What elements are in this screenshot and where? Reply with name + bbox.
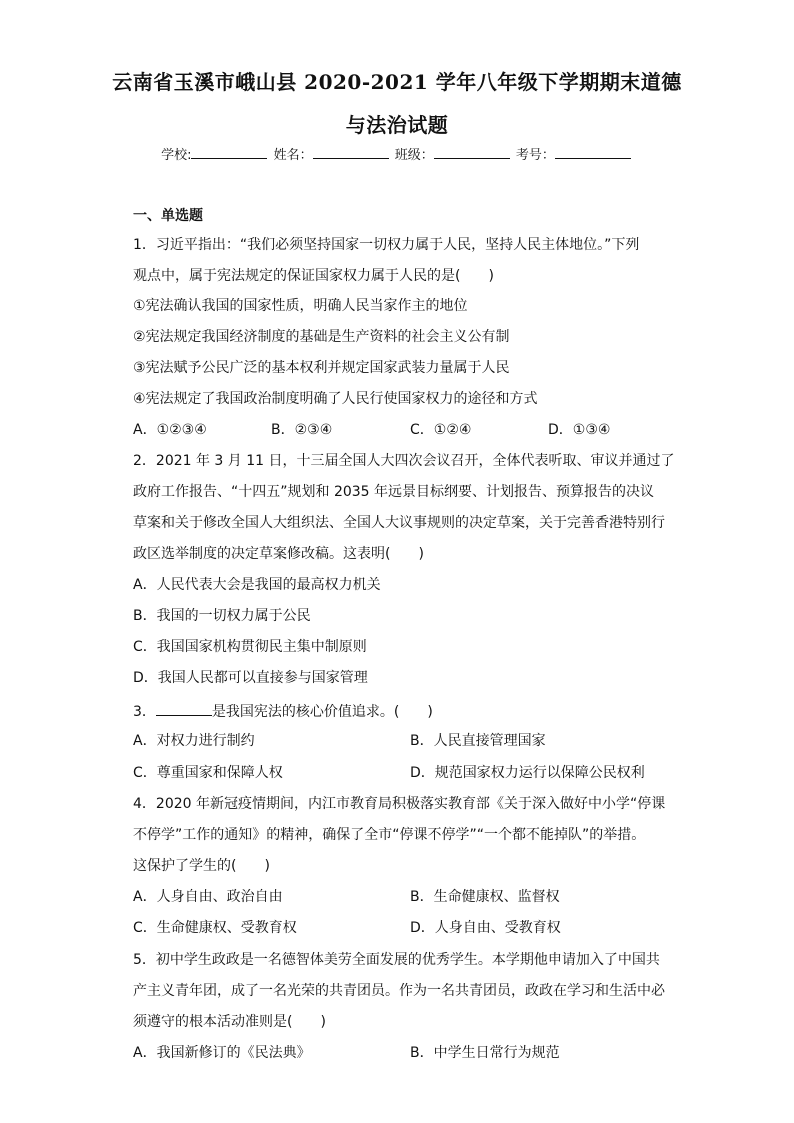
q3-option-a[interactable]: A．对权力进行制约 <box>133 733 255 749</box>
q1-option-a[interactable]: A．①②③④ <box>133 422 207 438</box>
q5-stem-line-3: 须遵守的根本活动准则是( ) <box>133 1014 326 1030</box>
q1-stem-line-2: 观点中，属于宪法规定的保证国家权力属于人民的是( ) <box>133 268 494 284</box>
q2-option-a[interactable]: A．人民代表大会是我国的最高权力机关 <box>133 577 381 593</box>
q5-option-a[interactable]: A．我国新修订的《民法典》 <box>133 1045 311 1061</box>
school-label: 学校: <box>161 148 192 163</box>
q4-option-b[interactable]: B．生命健康权、监督权 <box>410 889 560 905</box>
q2-stem-line-2: 政府工作报告、“十四五”规划和 2035 年远景目标纲要、计划报告、预算报告的决议 <box>133 484 655 500</box>
class-label: 班级： <box>394 148 434 163</box>
q1-option-d[interactable]: D．①③④ <box>548 422 611 438</box>
q3-option-b[interactable]: B．人民直接管理国家 <box>410 733 546 749</box>
q2-stem-line-1: 2．2021 年 3 月 11 日，十三届全国人大四次会议召开，全体代表听取、审议并通过了 <box>133 453 675 469</box>
q5-stem-line-1: 5．初中学生政政是一名德智体美劳全面发展的优秀学生。本学期他申请加入了中国共 <box>133 952 660 968</box>
q3-option-d[interactable]: D．规范国家权力运行以保障公民权利 <box>410 765 645 781</box>
q1-statement-3: ③宪法赋予公民广泛的基本权利并规定国家武装力量属于人民 <box>133 360 510 376</box>
exam-title-line-2: 与法治试题 <box>345 113 449 137</box>
q4-stem-line-3: 这保护了学生的( ) <box>133 858 270 874</box>
q4-stem-line-1: 4．2020 年新冠疫情期间，内江市教育局积极落实教育部《关于深入做好中小学“停课 <box>133 796 666 812</box>
q1-option-b[interactable]: B．②③④ <box>271 422 333 438</box>
q1-statement-2: ②宪法规定我国经济制度的基础是生产资料的社会主义公有制 <box>133 329 510 345</box>
q3-stem-text: 是我国宪法的核心价值追求。( ) <box>211 704 433 720</box>
q4-option-a[interactable]: A．人身自由、政治自由 <box>133 889 283 905</box>
q2-stem-line-3: 草案和关于修改全国人大组织法、全国人大议事规则的决定草案，关于完善香港特别行 <box>133 515 665 531</box>
q4-stem-line-2: 不停学”工作的通知》的精神，确保了全市“停课不停学”“一个都不能掉队”的举措。 <box>133 827 646 843</box>
q5-stem-line-2: 产主义青年团，成了一名光荣的共青团员。作为一名共青团员，政政在学习和生活中必 <box>133 983 665 999</box>
q2-option-d[interactable]: D．我国人民都可以直接参与国家管理 <box>133 670 368 686</box>
q3-fill-blank[interactable] <box>156 701 212 716</box>
class-blank[interactable] <box>434 145 510 159</box>
q1-statement-4: ④宪法规定了我国政治制度明确了人民行使国家权力的途径和方式 <box>133 391 538 407</box>
q3-stem <box>133 701 433 721</box>
student-info-line <box>0 145 794 165</box>
q1-stem-line-1: 1．习近平指出：“我们必须坚持国家一切权力属于人民，坚持人民主体地位。”下列 <box>133 237 640 253</box>
section-heading: 一、单选题 <box>133 208 203 224</box>
school-blank[interactable] <box>191 145 267 159</box>
q1-statement-1: ①宪法确认我国的国家性质，明确人民当家作主的地位 <box>133 298 468 314</box>
name-blank[interactable] <box>313 145 389 159</box>
q2-option-c[interactable]: C．我国国家机构贯彻民主集中制原则 <box>133 639 367 655</box>
number-blank[interactable] <box>555 145 631 159</box>
q3-number: 3． <box>133 704 156 720</box>
q1-option-c[interactable]: C．①②④ <box>410 422 472 438</box>
q3-option-c[interactable]: C．尊重国家和保障人权 <box>133 765 283 781</box>
number-label: 考号： <box>515 148 555 163</box>
name-label: 姓名： <box>273 148 313 163</box>
q5-option-b[interactable]: B．中学生日常行为规范 <box>410 1045 560 1061</box>
exam-title-line-1: 云南省玉溪市峨山县 2020-2021 学年八年级下学期期末道德 <box>112 70 682 94</box>
q2-option-b[interactable]: B．我国的一切权力属于公民 <box>133 608 311 624</box>
q2-stem-line-4: 政区选举制度的决定草案修改稿。这表明( ) <box>133 546 424 562</box>
q4-option-d[interactable]: D．人身自由、受教育权 <box>410 920 561 936</box>
q4-option-c[interactable]: C．生命健康权、受教育权 <box>133 920 297 936</box>
